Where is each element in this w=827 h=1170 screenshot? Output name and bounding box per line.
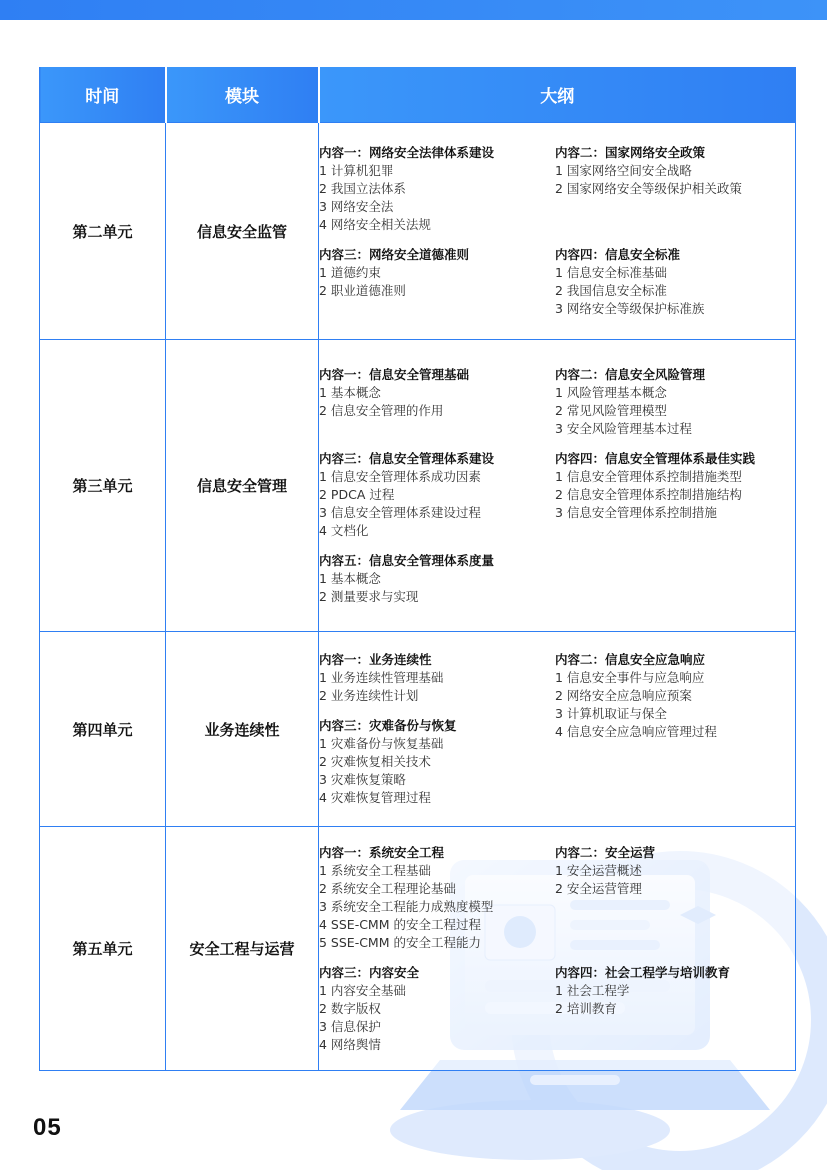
- content-item: 2 职业道德准则: [319, 283, 406, 298]
- content-item: 1 国家网络空间安全战略: [555, 163, 692, 178]
- content-item: 4 网络舆情: [319, 1036, 381, 1052]
- content-item: 1 基本概念: [319, 570, 381, 586]
- content-block: [319, 450, 555, 540]
- content-item: 1 内容安全基础: [319, 982, 406, 998]
- content-item: 3 计算机取证与保全: [555, 706, 667, 721]
- outline-cell: [319, 632, 796, 827]
- content-item: 3 信息安全管理体系控制措施: [555, 504, 717, 520]
- table-row: [40, 632, 796, 827]
- unit-cell: 第五单元: [40, 827, 166, 1071]
- content-item: 2 灾难恢复相关技术: [319, 754, 431, 769]
- content-item: 4 网络安全相关法规: [319, 217, 431, 232]
- content-item: 1 道德约束: [319, 265, 381, 280]
- content-title: 内容二：信息安全风险管理: [555, 366, 706, 382]
- content-block: [319, 844, 555, 952]
- header-outline: 大纲: [319, 67, 796, 123]
- content-item: 3 信息保护: [319, 1018, 381, 1034]
- content-item: 1 信息安全事件与应急响应: [555, 670, 705, 685]
- content-title: 内容三：灾难备份与恢复: [319, 718, 457, 733]
- content-item: 4 灾难恢复管理过程: [319, 790, 431, 805]
- content-title: 内容一：业务连续性: [319, 652, 432, 667]
- content-item: 2 网络安全应急响应预案: [555, 688, 692, 703]
- content-item: 1 安全运营概述: [555, 862, 642, 878]
- content-item: 1 风险管理基本概念: [555, 384, 667, 400]
- content-item: 3 灾难恢复策略: [319, 772, 406, 787]
- content-item: 3 网络安全等级保护标准族: [555, 301, 705, 316]
- content-block: [319, 651, 555, 705]
- content-block: [555, 246, 765, 318]
- content-block: [319, 964, 555, 1054]
- content-block: [555, 144, 765, 234]
- content-block: [555, 964, 765, 1054]
- content-title: 内容一：信息安全管理基础: [319, 366, 470, 382]
- header-time: 时间: [40, 67, 166, 123]
- content-item: 4 信息安全应急响应管理过程: [555, 724, 717, 739]
- content-block: [555, 844, 765, 952]
- module-cell: 业务连续性: [166, 632, 319, 827]
- content-block: [319, 144, 555, 234]
- content-item: 2 我国立法体系: [319, 181, 406, 196]
- content-block: [319, 366, 555, 438]
- content-item: 3 安全风险管理基本过程: [555, 420, 692, 436]
- module-cell: 信息安全管理: [166, 340, 319, 632]
- content-item: 1 基本概念: [319, 384, 381, 400]
- content-item: 2 我国信息安全标准: [555, 283, 667, 298]
- content-item: 3 系统安全工程能力成熟度模型: [319, 898, 494, 914]
- content-item: 2 信息安全管理体系控制措施结构: [555, 486, 742, 502]
- content-item: 2 系统安全工程理论基础: [319, 880, 456, 896]
- content-title: 内容三：网络安全道德准则: [319, 247, 470, 262]
- content-item: 1 灾难备份与恢复基础: [319, 736, 444, 751]
- content-item: 3 信息安全管理体系建设过程: [319, 504, 481, 520]
- content-title: 内容四：信息安全管理体系最佳实践: [555, 450, 756, 466]
- table-row: [40, 340, 796, 632]
- content-block: [555, 450, 765, 540]
- outline-left-column: [319, 651, 555, 807]
- content-block: [555, 366, 765, 438]
- course-outline-table: [39, 67, 796, 1071]
- content-block: [319, 552, 555, 606]
- content-item: 2 数字版权: [319, 1000, 381, 1016]
- content-block: [555, 651, 765, 807]
- table-row: [40, 123, 796, 340]
- content-title: 内容二：信息安全应急响应: [555, 652, 706, 667]
- content-item: 3 网络安全法: [319, 199, 394, 214]
- content-item: 1 业务连续性管理基础: [319, 670, 444, 685]
- outline-cell: [319, 123, 796, 340]
- top-accent-bar: [0, 0, 827, 20]
- content-item: 4 文档化: [319, 522, 369, 538]
- unit-cell: 第三单元: [40, 340, 166, 632]
- content-title: 内容二：安全运营: [555, 844, 656, 860]
- unit-cell: 第四单元: [40, 632, 166, 827]
- content-block: [319, 717, 555, 807]
- content-item: 4 SSE-CMM 的安全工程过程: [319, 916, 481, 932]
- content-item: 1 信息安全管理体系控制措施类型: [555, 468, 742, 484]
- content-item: 1 计算机犯罪: [319, 163, 394, 178]
- content-item: 2 培训教育: [555, 1000, 617, 1016]
- module-cell: 安全工程与运营: [166, 827, 319, 1071]
- content-item: 1 信息安全管理体系成功因素: [319, 468, 481, 484]
- table-row: [40, 827, 796, 1071]
- outline-cell: [319, 340, 796, 632]
- page-number: 05: [33, 1114, 62, 1141]
- content-block: [319, 246, 555, 318]
- content-item: 2 业务连续性计划: [319, 688, 419, 703]
- content-item: 2 测量要求与实现: [319, 588, 419, 604]
- table-header-row: [40, 67, 796, 123]
- content-title: 内容四：信息安全标准: [555, 247, 681, 262]
- module-cell: 信息安全监管: [166, 123, 319, 340]
- content-title: 内容五：信息安全管理体系度量: [319, 552, 495, 568]
- content-item: 2 国家网络安全等级保护相关政策: [555, 181, 742, 196]
- content-title: 内容一：系统安全工程: [319, 844, 445, 860]
- header-module: 模块: [166, 67, 319, 123]
- outline-cell: [319, 827, 796, 1071]
- content-title: 内容三：信息安全管理体系建设: [319, 450, 495, 466]
- content-item: 2 PDCA 过程: [319, 486, 395, 502]
- content-item: 1 系统安全工程基础: [319, 862, 431, 878]
- content-item: 1 社会工程学: [555, 982, 630, 998]
- content-item: 1 信息安全标准基础: [555, 265, 667, 280]
- unit-cell: 第二单元: [40, 123, 166, 340]
- content-title: 内容四：社会工程学与培训教育: [555, 964, 731, 980]
- content-title: 内容二：国家网络安全政策: [555, 145, 706, 160]
- content-item: 2 常见风险管理模型: [555, 402, 667, 418]
- content-item: 5 SSE-CMM 的安全工程能力: [319, 934, 481, 950]
- content-title: 内容一：网络安全法律体系建设: [319, 145, 495, 160]
- content-title: 内容三：内容安全: [319, 964, 420, 980]
- content-item: 2 安全运营管理: [555, 880, 642, 896]
- content-item: 2 信息安全管理的作用: [319, 402, 444, 418]
